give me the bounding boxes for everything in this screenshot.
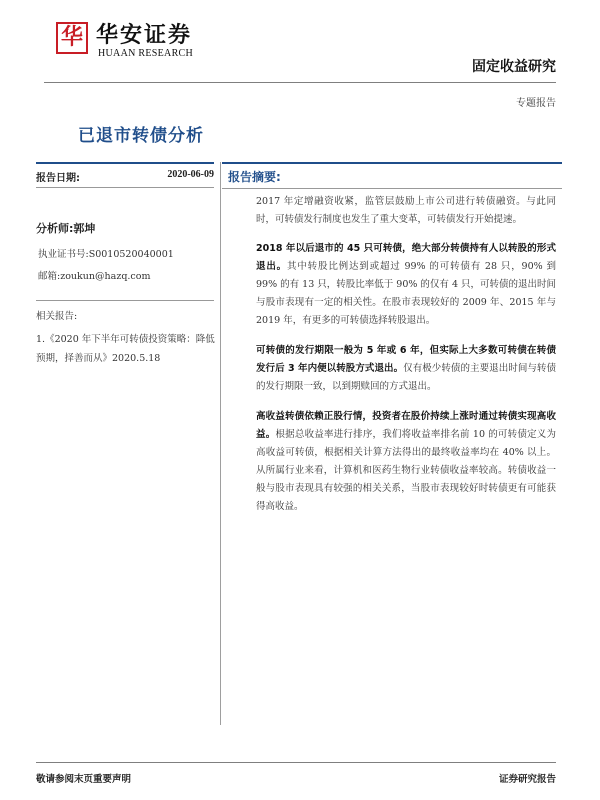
paragraph-4-lead: 高收益转债依赖正股行情，投资者在股价持续上涨时通过转债实现高收益。 <box>256 411 556 440</box>
certificate-label: 执业证书号: <box>38 249 89 260</box>
report-date-label: 报告日期: <box>36 173 80 184</box>
paragraph-3-body: 仅有极少转债的主要退出时间与转债的发行期限一致，以到期赎回的方式退出。 <box>256 363 556 392</box>
header-divider <box>44 82 556 83</box>
related-reports-label: 相关报告: <box>36 311 78 322</box>
footer-label: 证券研究报告 <box>498 774 556 785</box>
paragraph-2-body: 其中转股比例达到或超过 99% 的可转债有 28 只，90% 到 99% 的有 13 只，转股比率低于 90% 的仅有 4 只，可转债的退出时间与股市表现有一定的相关性。在股市表现较好的 2009 年、2015 年与 2019 年，有更多的可转债选择转股退出。 <box>256 261 557 326</box>
summary-title: 报告摘要: <box>228 170 281 184</box>
footer-divider <box>36 762 556 763</box>
footer-disclaimer: 敬请参阅末页重要声明 <box>36 774 132 785</box>
logo-text-cn: 华安证券 <box>96 23 193 48</box>
logo-mark-icon: 华 <box>56 22 88 54</box>
summary-paragraph-4 <box>256 408 556 516</box>
report-date-value: 2020-06-09 <box>167 169 214 180</box>
email <box>38 268 150 282</box>
summary-top-rule <box>222 162 562 164</box>
email-label: 邮箱: <box>38 271 61 282</box>
page-title: 已退市转债分析 <box>78 126 204 146</box>
analyst <box>36 220 95 236</box>
logo-text-en: HUAAN RESEARCH <box>98 48 194 59</box>
date-divider <box>36 187 214 188</box>
summary-paragraph-2 <box>256 240 556 330</box>
analyst-label: 分析师: <box>36 222 74 235</box>
analyst-name: 郭坤 <box>73 222 96 235</box>
email-link[interactable]: zoukun@hazq.com <box>60 271 151 282</box>
summary-title-rule <box>222 188 562 189</box>
certificate-number: S0010520040001 <box>88 249 174 260</box>
related-divider <box>36 300 214 301</box>
paragraph-2-lead: 2018 年以后退市的 45 只可转债，绝大部分转债持有人以转股的形式退出。 <box>256 243 556 272</box>
report-type: 专题报告 <box>516 98 556 109</box>
column-divider <box>220 162 221 725</box>
related-report-item: 1.《2020 年下半年可转债投资策略：降低预期，择善而从》2020.5.18 <box>36 334 215 364</box>
left-column-top-rule <box>36 162 214 164</box>
summary-paragraph-3 <box>256 342 556 396</box>
summary-paragraph-1: 2017 年定增融资收紧，监管层鼓励上市公司进行转债融资。与此同时，可转债发行制度也发生了重大变革，可转债发行开始提速。 <box>256 196 556 225</box>
certificate <box>38 246 174 260</box>
document-category: 固定收益研究 <box>472 59 556 75</box>
paragraph-4-body: 根据总收益率进行排序，我们将收益率排名前 10 的可转债定义为高收益可转债，根据相关计算方法得出的最终收益率均在 40% 以上。从所属行业来看，计算机和医药生物行业转债收益率较高。转债收益一般与股市表现具有较强的相关关系，当股市表现较好时转债更有可能获得高收益。 <box>256 429 556 512</box>
paragraph-3-lead: 可转债的发行期限一般为 5 年或 6 年，但实际上大多数可转债在转债发行后 3 年内便以转股方式退出。 <box>256 345 556 374</box>
